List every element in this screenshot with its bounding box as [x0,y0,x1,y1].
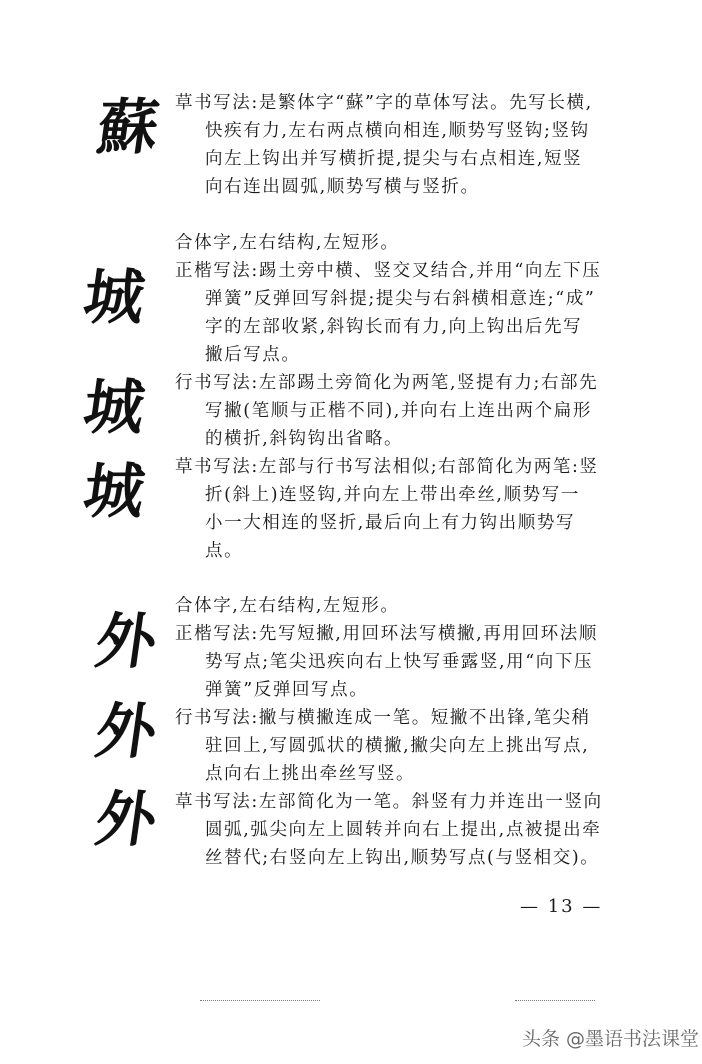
paragraph [175,257,625,369]
paragraph [175,788,625,872]
text-line: 草书写法:是繁体字“蘇”字的草体写法。先写长横, [175,93,593,113]
text-line: 小一大相连的竖折,最后向上有力钩出顺势写 [205,513,576,533]
calligraphy-wai-running: 外 [91,697,161,767]
text-line: 撇后写点。 [205,345,301,365]
text-line: 向左上钩出并写横折提,提尖与右点相连,短竖 [205,149,583,169]
text-line: 势写点;笔尖迅疾向右上快写垂露竖,用“向下压 [205,652,594,672]
paragraph [175,369,625,453]
paragraph [175,89,625,201]
paragraph [175,453,625,565]
paragraph [175,704,625,788]
section-wai [175,592,625,872]
text-line: 行书写法:左部踢土旁简化为两笔,竖提有力;右部先 [175,373,599,393]
calligraphy-wai-cursive: 外 [91,785,161,855]
text-line: 点向右上挑出牵丝写竖。 [205,764,416,784]
text-line: 弹簧”反弹回写点。 [205,680,369,700]
watermark: 头条 @墨语书法课堂 [522,1028,700,1050]
calligraphy-su-cursive: 蘇 [93,93,163,163]
text-line: 正楷写法:踢土旁中横、竖交叉结合,并用“向左下压 [175,261,602,281]
text-line: 字的左部收紧,斜钩长而有力,向上钩出后先写 [205,317,583,337]
text-line: 写撇(笔顺与正楷不同),并向右上连出两个扁形 [205,401,592,421]
text-line: 正楷写法:先写短撇,用回环法写横撇,再用回环法顺 [175,624,598,644]
paragraph [175,592,625,620]
scan-divider [200,1000,320,1002]
paragraph [175,229,625,257]
section-su [175,89,625,201]
text-line: 合体字,左右结构,左短形。 [175,233,400,253]
calligraphy-cheng-regular: 城 [79,263,149,333]
text-line: 丝替代;右竖向左上钩出,顺势写点(与竖相交)。 [205,848,600,868]
paragraph [175,620,625,704]
calligraphy-cheng-running: 城 [79,373,149,443]
calligraphy-wai-regular: 外 [91,607,161,677]
text-line: 向右连出圆弧,顺势写横与竖折。 [205,177,480,197]
calligraphy-cheng-cursive: 城 [79,457,149,527]
text-line: 弹簧”反弹回写斜提;提尖与右斜横相意连;“成” [205,289,596,309]
page-number: — 13 — [520,896,603,917]
section-cheng [175,229,625,565]
text-line: 点。 [205,541,244,561]
text-line: 草书写法:左部与行书写法相似;右部简化为两笔:竖 [175,457,599,477]
text-line: 草书写法:左部简化为一笔。斜竖有力并连出一竖向 [175,792,603,812]
text-line: 圆弧,弧尖向左上圆转并向右上提出,点被提出牵 [205,820,602,840]
text-line: 折(斜上)连竖钩,并向左上带出牵丝,顺势写一 [205,485,580,505]
text-line: 快疾有力,左右两点横向相连,顺势写竖钩;竖钩 [205,121,590,141]
text-line: 合体字,左右结构,左短形。 [175,596,400,616]
text-line: 的横折,斜钩钩出省略。 [205,429,404,449]
text-line: 行书写法:撇与横撇连成一笔。短撇不出锋,笔尖稍 [175,708,591,728]
scan-divider [515,1000,595,1002]
text-line: 驻回上,写圆弧状的横撇,撇尖向左上挑出写点, [205,736,590,756]
